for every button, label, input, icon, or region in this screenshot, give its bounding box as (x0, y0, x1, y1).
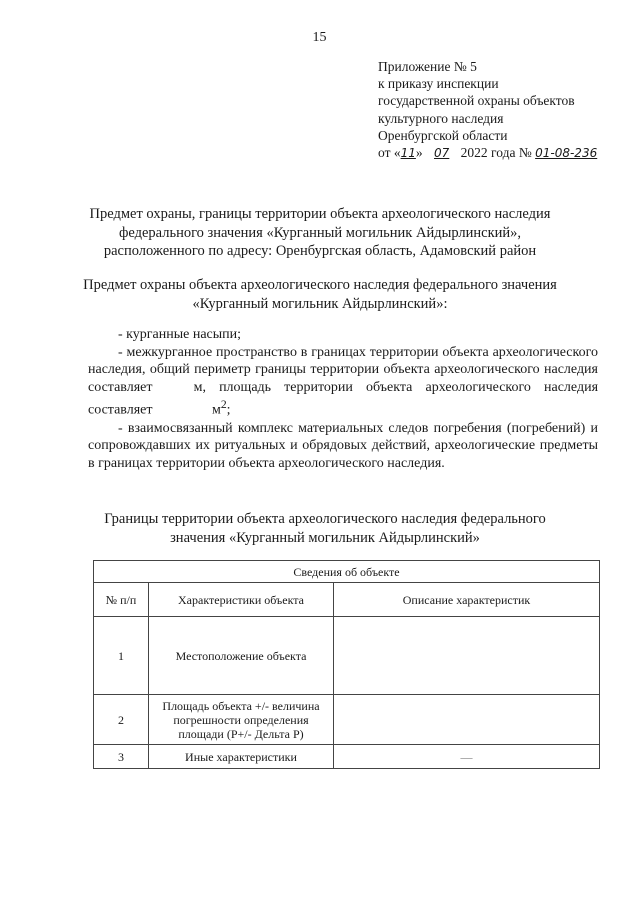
row-description (334, 617, 600, 695)
appendix-line: к приказу инспекции (378, 76, 499, 92)
row-characteristic: Местоположение объекта (149, 617, 334, 695)
row-number: 3 (94, 745, 149, 769)
appendix-header (378, 58, 597, 162)
table-header: Характеристики объекта (149, 583, 334, 617)
appendix-line: Приложение № 5 (378, 59, 477, 74)
row-characteristic: Иные характеристики (149, 745, 334, 769)
table-row (94, 695, 600, 745)
table-row (94, 745, 600, 769)
appendix-line: Оренбургской области (378, 127, 508, 143)
row-description (334, 695, 600, 745)
subject-list (88, 326, 598, 472)
appendix-date-line: от «11» 07 2022 года № 01-08-236 (378, 145, 598, 161)
handwritten-month: 07 (434, 146, 450, 161)
list-item: - межкурганное пространство в границах территории объекта археологического наследия, общий периметр границы территории объекта археологического наследия составляет м, площадь территории объекта археологического наследия составляет $м^2$; (88, 344, 599, 419)
appendix-line: государственной охраны объектов (378, 93, 575, 109)
object-info-table (93, 560, 600, 769)
row-description: — (334, 745, 600, 769)
document-title: Предмет охраны, границы территории объекта археологического наследия федерального значения «Курганный могильник Айдырлинский», расположенного по адресу: Оренбургская область, Адамовский район (89, 206, 551, 259)
boundaries-heading: Границы территории объекта археологического наследия федерального значения «Курганный могильник Айдырлинский» (104, 511, 546, 546)
list-item: - курганные насыпи; (118, 327, 242, 342)
handwritten-day: 11 (400, 146, 416, 161)
list-item: - взаимосвязанный комплекс материальных следов погребения (погребений) и сопровождавших их ритуальных и обрядовых действий, археологические предметы в границах территории объекта археологического наследия. (88, 420, 598, 471)
appendix-line: культурного наследия (378, 110, 504, 126)
subject-heading: Предмет охраны объекта археологического наследия федерального значения «Курганный могильник Айдырлинский»: (83, 277, 557, 312)
page-number: 15 (312, 30, 327, 45)
row-number: 2 (94, 695, 149, 745)
table-caption: Сведения об объекте (94, 561, 600, 583)
table-header: Описание характеристик (334, 583, 600, 617)
row-number: 1 (94, 617, 149, 695)
row-characteristic: Площадь объекта +/- величина погрешности определения площади (Р+/- Дельта Р) (149, 695, 334, 745)
table-row (94, 617, 600, 695)
handwritten-number: 01-08-236 (535, 146, 598, 161)
table-header: № п/п (94, 583, 149, 617)
